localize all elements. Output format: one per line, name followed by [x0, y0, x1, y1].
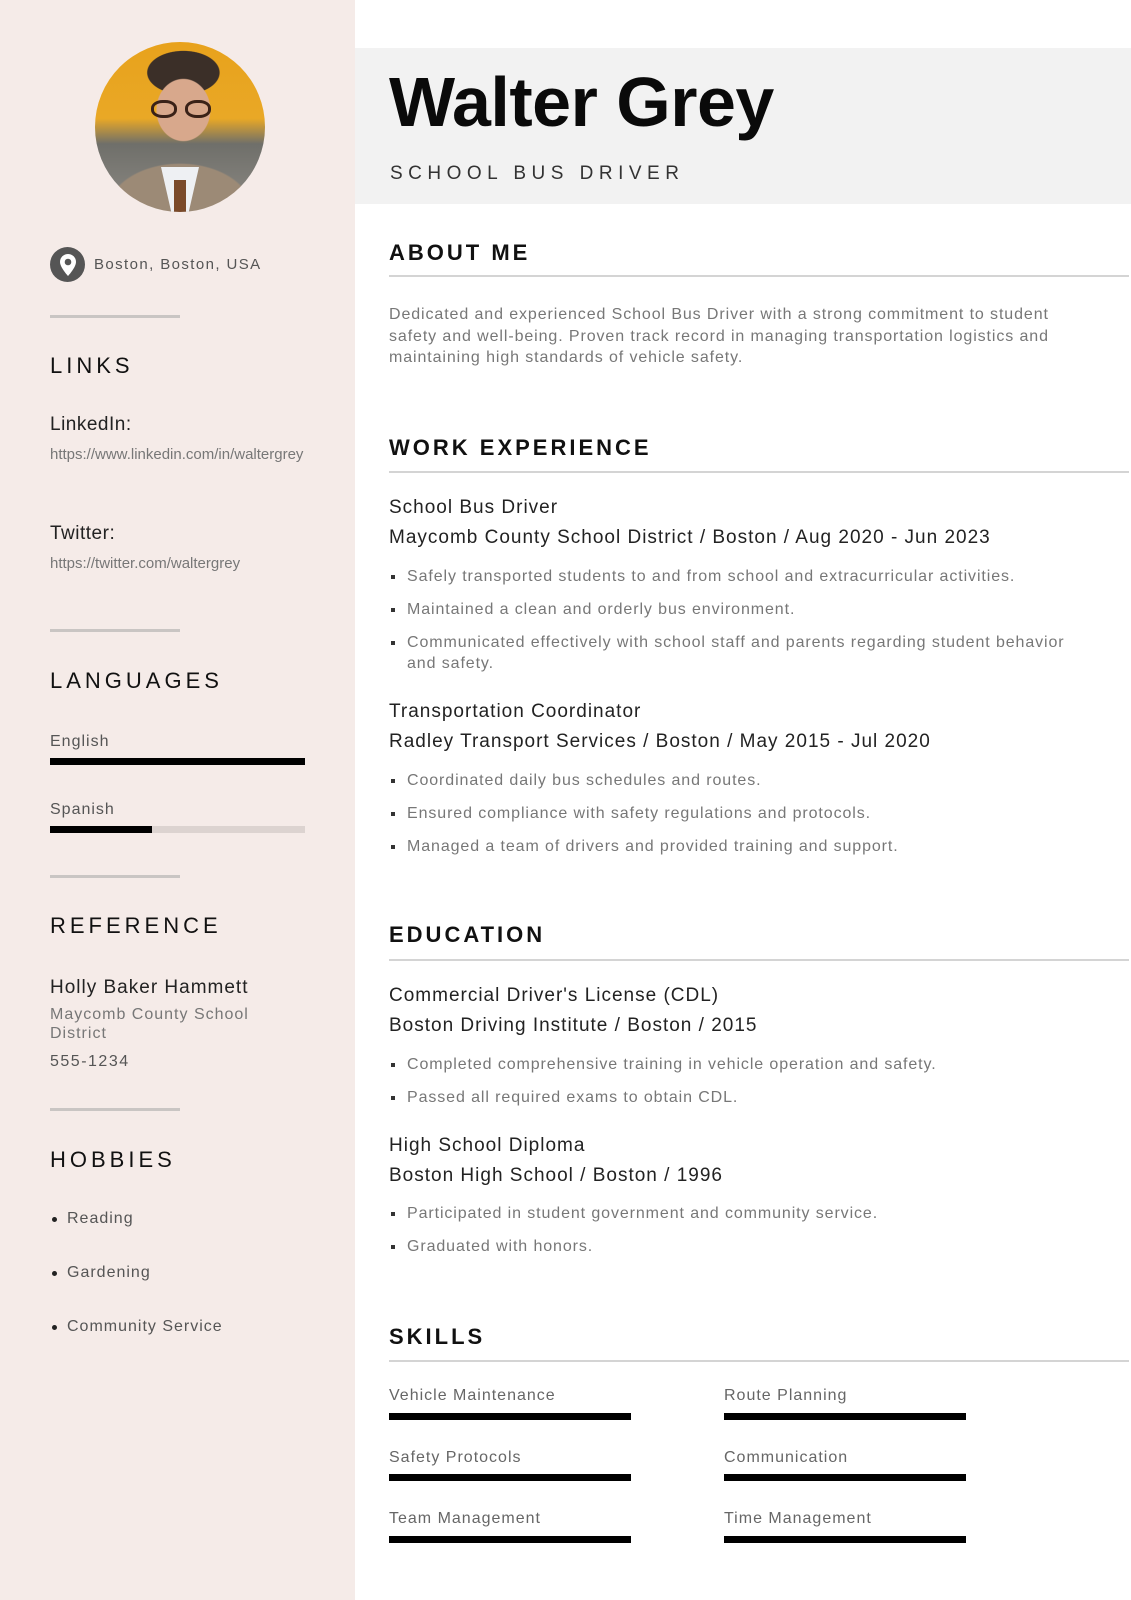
section-rule — [389, 959, 1129, 961]
section-rule — [389, 471, 1129, 473]
divider — [50, 875, 180, 878]
job-1-bullet: Communicated effectively with school staff and parents regarding student behavior and safety. — [389, 632, 1069, 674]
hobby-label: Reading — [67, 1210, 134, 1227]
skills-heading: SKILLS — [389, 1324, 486, 1349]
job-2-bullet: Managed a team of drivers and provided training and support. — [389, 836, 1089, 857]
skill-bar-fill — [724, 1474, 966, 1481]
skill-bar — [389, 1536, 631, 1543]
skill-bar-fill — [389, 1474, 631, 1481]
hobby-item — [52, 1210, 134, 1228]
sidebar — [0, 0, 355, 1600]
education-1-meta: Boston Driving Institute / Boston / 2015 — [389, 1015, 758, 1036]
languages-heading: LANGUAGES — [50, 668, 223, 693]
job-1-bullet: Maintained a clean and orderly bus environment. — [389, 599, 1089, 620]
skill-label: Time Management — [724, 1510, 872, 1527]
photo-glasses — [151, 100, 213, 118]
profile-photo — [95, 42, 265, 212]
skill-bar — [724, 1536, 966, 1543]
skill-label: Route Planning — [724, 1387, 848, 1404]
hobby-item — [52, 1264, 151, 1282]
twitter-link[interactable]: https://twitter.com/waltergrey — [50, 555, 241, 572]
skill-bar-fill — [389, 1536, 631, 1543]
skill-bar — [724, 1474, 966, 1481]
education-2-bullet: Participated in student government and community service. — [389, 1203, 1089, 1224]
location — [50, 247, 262, 282]
section-rule — [389, 1360, 1129, 1362]
links-heading: LINKS — [50, 353, 134, 378]
photo-tie — [174, 180, 186, 212]
hobby-label: Community Service — [67, 1318, 223, 1335]
job-1-title: School Bus Driver — [389, 497, 559, 518]
divider — [50, 1108, 180, 1111]
map-pin-icon — [50, 247, 85, 282]
language-english-fill — [50, 758, 305, 765]
linkedin-label: LinkedIn: — [50, 414, 132, 435]
skill-bar — [389, 1474, 631, 1481]
location-text: Boston, Boston, USA — [94, 256, 262, 273]
reference-phone: 555-1234 — [50, 1053, 130, 1070]
language-spanish-fill — [50, 826, 152, 833]
education-1-bullet: Passed all required exams to obtain CDL. — [389, 1087, 1089, 1108]
education-2-bullet: Graduated with honors. — [389, 1236, 1089, 1257]
job-2-bullet: Ensured compliance with safety regulations and protocols. — [389, 803, 1089, 824]
bullet-icon — [52, 1271, 57, 1276]
reference-name: Holly Baker Hammett — [50, 977, 249, 998]
language-spanish-bar — [50, 826, 305, 833]
job-2-meta: Radley Transport Services / Boston / May 2015 - Jul 2020 — [389, 731, 931, 752]
candidate-name: Walter Grey — [389, 63, 774, 141]
skill-bar-fill — [389, 1413, 631, 1420]
skill-label: Vehicle Maintenance — [389, 1387, 556, 1404]
language-english-label: English — [50, 733, 110, 750]
job-2-bullet: Coordinated daily bus schedules and routes. — [389, 770, 1089, 791]
job-1-meta: Maycomb County School District / Boston / Aug 2020 - Jun 2023 — [389, 527, 991, 548]
job-2-title: Transportation Coordinator — [389, 701, 642, 722]
education-heading: EDUCATION — [389, 922, 546, 947]
about-text: Dedicated and experienced School Bus Driver with a strong commitment to student safety and well-being. Proven track record in managing transportation logistics and maintaining high standards of vehicle safety. — [389, 306, 1049, 366]
language-spanish-label: Spanish — [50, 801, 115, 818]
hobby-label: Gardening — [67, 1264, 151, 1281]
language-english-bar — [50, 758, 305, 765]
education-2-meta: Boston High School / Boston / 1996 — [389, 1165, 723, 1186]
divider — [50, 629, 180, 632]
bullet-icon — [52, 1217, 57, 1222]
skill-bar-fill — [724, 1536, 966, 1543]
reference-organization: Maycomb County School District — [50, 1006, 249, 1042]
twitter-label: Twitter: — [50, 523, 116, 544]
skill-bar-fill — [724, 1413, 966, 1420]
hobbies-heading: HOBBIES — [50, 1147, 176, 1172]
work-heading: WORK EXPERIENCE — [389, 435, 652, 460]
skill-bar — [389, 1413, 631, 1420]
about-heading: ABOUT ME — [389, 240, 531, 265]
job-1-bullet: Safely transported students to and from school and extracurricular activities. — [389, 566, 1089, 587]
skill-label: Team Management — [389, 1510, 541, 1527]
education-1-title: Commercial Driver's License (CDL) — [389, 985, 720, 1006]
skill-bar — [724, 1413, 966, 1420]
education-1-bullet: Completed comprehensive training in vehicle operation and safety. — [389, 1054, 1089, 1075]
skill-label: Safety Protocols — [389, 1449, 522, 1466]
hobby-item — [52, 1318, 223, 1336]
job-title: SCHOOL BUS DRIVER — [390, 163, 685, 184]
reference-heading: REFERENCE — [50, 913, 222, 938]
linkedin-link[interactable]: https://www.linkedin.com/in/waltergrey — [50, 446, 304, 463]
skill-label: Communication — [724, 1449, 849, 1466]
bullet-icon — [52, 1325, 57, 1330]
section-rule — [389, 275, 1129, 277]
divider — [50, 315, 180, 318]
education-2-title: High School Diploma — [389, 1135, 586, 1156]
